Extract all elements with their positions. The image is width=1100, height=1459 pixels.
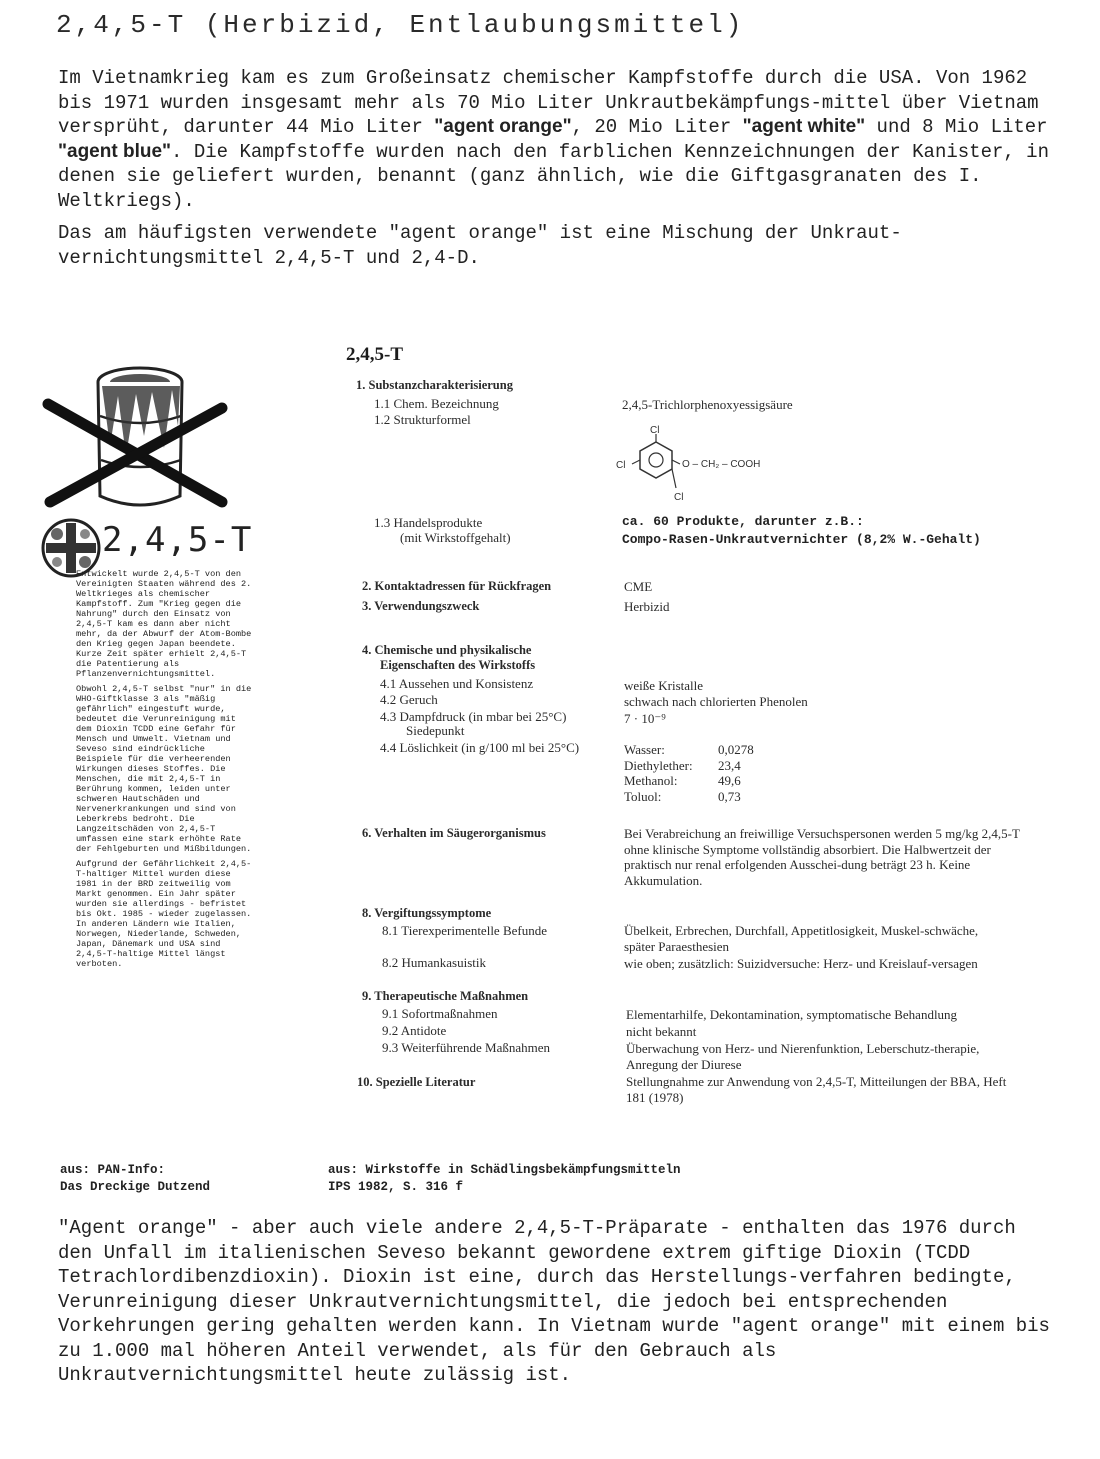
section-4-1: 4.1 Aussehen und Konsistenz [380, 676, 534, 691]
section-8-2-value: wie oben; zusätzlich: Suizidversuche: Herz- und Kreislauf-versagen [624, 956, 978, 971]
formula-cl-left: Cl [616, 460, 626, 471]
section-9-2: 9.2 Antidote [382, 1023, 447, 1038]
logo-label: 2,4,5-T [102, 520, 253, 560]
section-1-1: 1.1 Chem. Bezeichnung [374, 396, 499, 411]
section-4-2-value: schwach nach chlorierten Phenolen [624, 694, 808, 709]
agent-orange-label: "agent orange" [434, 116, 572, 137]
section-6-value: Bei Verabreichung an freiwillige Versuchspersonen werden 5 mg/kg 2,4,5-T ohne klinische Symptome vollständig absorbiert. Die Halbwertzeit der praktisch nur renal erfolgenden Ausschei-dung beträgt 23 h. Keine Akkumulation. [624, 826, 1020, 888]
solubility-table [624, 742, 824, 804]
section-8: 8. Vergiftungssymptome [362, 906, 492, 920]
side-paragraph-3: Aufgrund der Gefährlichkeit 2,4,5-T-haltiger Mittel wurden diese 1981 in der BRD zeitweilig vom Markt genommen. Ein Jahr später wurden sie allerdings - befristet bis Okt. 1985 - wieder zugelassen. In anderen Ländern wie Italien, Norwegen, Niederlande, Schweden, Japan, Dänemark und USA sind 2,4,5-T-haltige Mittel längst verboten. [76, 859, 252, 969]
formula-cl-bottom: Cl [674, 492, 684, 503]
section-1-3-sub: (mit Wirkstoffgehalt) [400, 530, 511, 545]
section-10: 10. Spezielle Literatur [357, 1075, 476, 1089]
intro-p1-b: , 20 Mio Liter [571, 116, 743, 138]
solvent-name: Wasser: [624, 742, 665, 757]
solvent-name: Methanol: [624, 773, 678, 788]
section-1: 1. Substanzcharakterisierung [356, 378, 513, 392]
section-4-3: 4.3 Dampfdruck (in mbar bei 25°C) [380, 709, 567, 724]
section-4-3-sub: Siedepunkt [406, 723, 465, 738]
section-10-value: Stellungnahme zur Anwendung von 2,4,5-T, Mitteilungen der BBA, Heft 181 (1978) [626, 1074, 1007, 1105]
solvent-value: 49,6 [718, 773, 741, 788]
solvent-value: 0,73 [718, 788, 741, 804]
intro-p1-a: Im Vietnamkrieg kam es zum Großeinsatz chemischer Kampfstoffe durch die USA. Von 1962 bis 1971 wurden insgesamt mehr als 70 Mio Liter Unkrautbekämpfungs-mittel über Vietnam versprüht, darunter 44 Mio Liter [58, 67, 1039, 138]
section-4-3-value: 7 · 10⁻⁹ [624, 711, 666, 726]
intro-paragraph-1 [58, 66, 1058, 213]
section-2-value: CME [624, 579, 653, 594]
section-9-1: 9.1 Sofortmaßnahmen [382, 1006, 498, 1021]
side-paragraph-2: Obwohl 2,4,5-T selbst "nur" in die WHO-Giftklasse 3 als "mäßig gefährlich" eingestuft wurde, bedeutet die Verunreinigung mit dem Dioxin TCDD eine Gefahr für Mensch und Umwelt. Vietnam und Seveso sind eindrückliche Beispiele für die verheerenden Wirkungen dieses Stoffes. Die Menschen, die mit 2,4,5-T in Berührung kommen, leiden unter schweren Hautschäden und Nervenerkrankungen und sind von Leberkrebs bedroht. Die Langzeitschäden von 2,4,5-T umfassen eine stark erhöhte Rate der Fehlgeburten und Mißbildungen. [76, 684, 252, 854]
sheet-title: 2,4,5-T [346, 344, 403, 365]
section-9-1-value: Elementarhilfe, Dekontamination, symptomatische Behandlung [626, 1007, 958, 1022]
section-3-value: Herbizid [624, 599, 670, 614]
formula-cl-top: Cl [650, 425, 660, 436]
source-right-line-2: IPS 1982, S. 316 f [328, 1180, 464, 1194]
source-left [60, 1162, 210, 1196]
outro-text [58, 1216, 1058, 1388]
source-right-line-1: aus: Wirkstoffe in Schädlingsbekämpfungsmitteln [328, 1163, 681, 1177]
section-1-2: 1.2 Strukturformel [374, 412, 471, 427]
formula-chain: O – CH₂ – COOH [682, 459, 761, 470]
solubility-row [624, 773, 824, 789]
section-9-3: 9.3 Weiterführende Maßnahmen [382, 1040, 551, 1055]
section-4-4: 4.4 Löslichkeit (in g/100 ml bei 25°C) [380, 740, 580, 755]
source-left-line-1: aus: PAN-Info: [60, 1163, 166, 1177]
agent-blue-label: "agent blue" [58, 140, 172, 162]
section-1-3-value-1: ca. 60 Produkte, darunter z.B.: [622, 514, 864, 529]
section-1-1-value: 2,4,5-Trichlorphenoxyessigsäure [622, 397, 793, 412]
side-text [76, 569, 254, 974]
solvent-name: Toluol: [624, 788, 662, 804]
solubility-row [624, 758, 824, 774]
section-2: 2. Kontaktadressen für Rückfragen [362, 579, 552, 593]
section-8-1-value: Übelkeit, Erbrechen, Durchfall, Appetitlosigkeit, Muskel-schwäche, später Paraesthesien [624, 923, 979, 954]
section-8-1: 8.1 Tierexperimentelle Befunde [382, 923, 547, 938]
page-title: 2,4,5-T (Herbizid, Entlaubungsmittel) [56, 10, 745, 40]
section-3: 3. Verwendungszweck [362, 599, 480, 613]
intro-p1-d: . Die Kampfstoffe wurden nach den farblichen Kennzeichnungen der Kanister, in denen sie geliefert wurden, benannt (ganz ähnlich, wie die Giftgasgranaten des I. Weltkriegs). [58, 140, 1049, 212]
agent-white-label: "agent white" [742, 116, 866, 137]
intro-text [58, 66, 1058, 278]
solubility-row [624, 742, 824, 758]
solubility-row [624, 789, 824, 805]
section-9-3-value: Überwachung von Herz- und Nierenfunktion, Leberschutz-therapie, Anregung der Diurese [626, 1041, 980, 1072]
solvent-value: 23,4 [718, 757, 741, 773]
solvent-value: 0,0278 [718, 742, 754, 757]
section-9: 9. Therapeutische Maßnahmen [362, 989, 529, 1003]
intro-paragraph-2: Das am häufigsten verwendete "agent orange" ist eine Mischung der Unkraut-vernichtungsmittel 2,4,5-T und 2,4-D. [58, 222, 902, 269]
section-4-sub: Eigenschaften des Wirkstoffs [380, 658, 536, 672]
intro-p1-c: und 8 Mio Liter [865, 116, 1048, 138]
section-4: 4. Chemische und physikalische [362, 643, 532, 657]
side-paragraph-1: Entwickelt wurde 2,4,5-T von den Vereinigten Staaten während des 2. Weltkrieges als chemischer Kampfstoff. Zum "Krieg gegen die Nahrung" durch den Einsatz von 2,4,5-T kam es dann aber nicht mehr, da der Abwurf der Atom-Bombe den Krieg gegen Japan beendete. Kurze Zeit später erhielt 2,4,5-T die Patentierung als Pflanzenvernichtungsmittel. [76, 569, 252, 679]
source-right [328, 1162, 681, 1196]
solvent-name: Diethylether: [624, 757, 693, 773]
section-9-2-value: nicht bekannt [626, 1024, 697, 1039]
section-6: 6. Verhalten im Säugerorganismus [362, 826, 546, 840]
source-left-line-2: Das Dreckige Dutzend [60, 1180, 211, 1194]
crossed-barrel-icon [40, 356, 230, 516]
structural-formula-icon [612, 424, 812, 504]
section-4-2: 4.2 Geruch [380, 692, 438, 707]
section-4-1-value: weiße Kristalle [624, 678, 704, 693]
section-1-3: 1.3 Handelsprodukte [374, 515, 483, 530]
outro-paragraph: "Agent orange" - aber auch viele andere 2,4,5-T-Präparate - enthalten das 1976 durch den Unfall im italienischen Seveso bekannt gewordene extrem giftige Dioxin (TCDD Tetrachlordibenzdioxin). Dioxin ist eine, durch das Herstellungs-verfahren bedingte, Verunreinigung dieser Unkrautvernichtungsmittel, die jedoch bei entsprechenden Vorkehrungen gering gehalten werden kann. In Vietnam wurde "agent orange" mit einem bis zu 1.000 mal höheren Anteil verwendet, als für den Gebrauch als Unkrautvernichtungsmittel heute zulässig ist. [58, 1217, 1050, 1386]
section-8-2: 8.2 Humankasuistik [382, 955, 486, 970]
section-1-3-value-2: Compo-Rasen-Unkrautvernichter (8,2% W.-Gehalt) [622, 532, 981, 547]
